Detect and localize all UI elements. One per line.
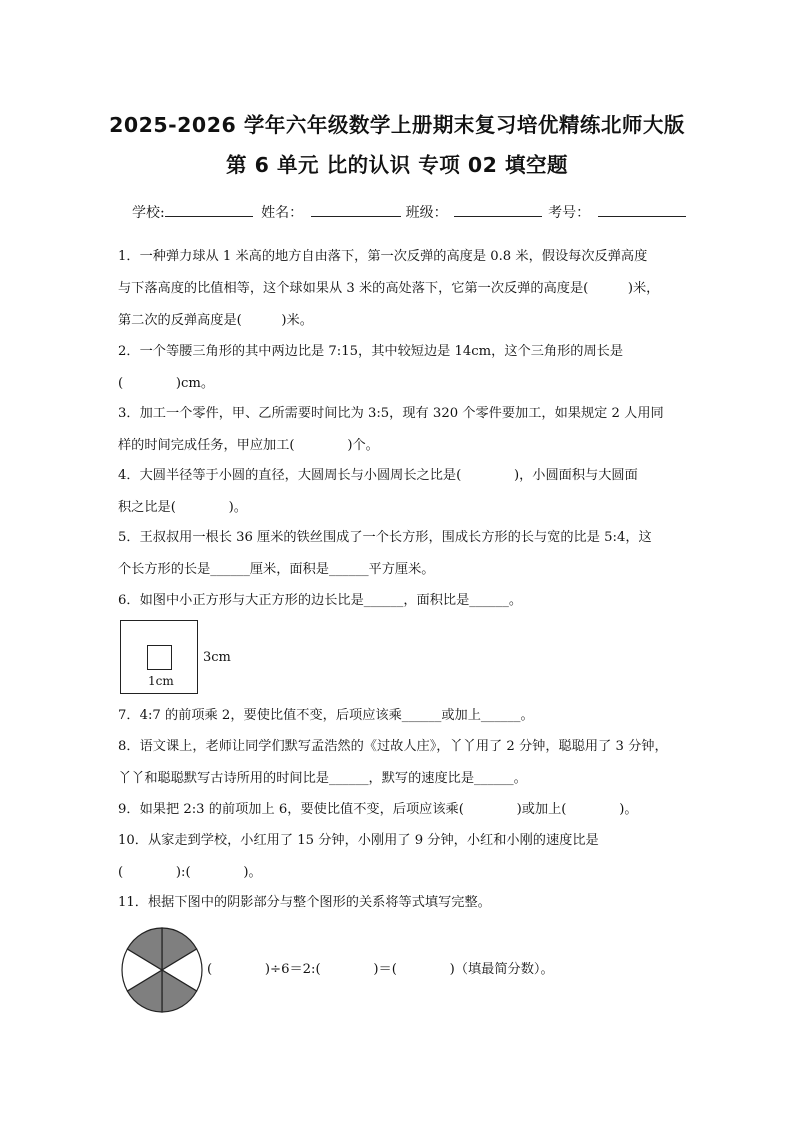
- question-7: [118, 700, 678, 732]
- question-5: [118, 522, 678, 586]
- name-label: 姓名：: [261, 205, 304, 221]
- question-8: [118, 731, 678, 795]
- question-5-line-1: 5．王叔叔用一根长 36 厘米的铁丝围成了一个长方形，围成长方形的长与宽的比是 5:4，这: [118, 530, 652, 545]
- question-4-line-2: 积之比是( )。: [118, 500, 247, 515]
- exam-no-field[interactable]: [598, 202, 686, 217]
- question-1-line-3: 第二次的反弹高度是( )米。: [118, 313, 313, 328]
- title-line-1: 2025-2026 学年六年级数学上册期末复习培优精练北师大版: [109, 113, 685, 137]
- question-4-line-1: 4．大圆半径等于小圆的直径，大圆周长与小圆周长之比是( )，小圆面积与大圆面: [118, 468, 638, 483]
- pie-slices: [122, 928, 202, 1012]
- school-label: 学校:: [132, 205, 165, 221]
- big-square-label: 3cm: [203, 650, 231, 665]
- question-7-line-1: 7．4:7 的前项乘 2，要使比值不变，后项应该乘______或加上______。: [118, 708, 534, 723]
- question-10: [118, 825, 678, 889]
- question-6: [118, 585, 678, 617]
- question-1: [118, 241, 678, 337]
- question-5-line-2: 个长方形的长是______厘米，面积是______平方厘米。: [118, 562, 435, 577]
- question-6-line-1: 6．如图中小正方形与大正方形的边长比是______，面积比是______。: [118, 593, 523, 608]
- question-11-line-1: 11．根据下图中的阴影部分与整个图形的关系将等式填写完整。: [118, 895, 491, 910]
- question-3: [118, 398, 678, 462]
- small-square-label: 1cm: [148, 674, 174, 688]
- school-field[interactable]: [165, 202, 253, 217]
- question-2-line-1: 2．一个等腰三角形的其中两边比是 7:15，其中较短边是 14cm，这个三角形的周长是: [118, 344, 624, 359]
- question-11-equation: ( )÷6＝2:( )＝( )（填最简分数）。: [207, 962, 554, 977]
- name-field[interactable]: [311, 202, 401, 217]
- title-line-2: 第 6 单元 比的认识 专项 02 填空题: [225, 153, 569, 177]
- exam-no-label: 考号：: [548, 205, 591, 221]
- question-8-line-2: 丫丫和聪聪默写古诗所用的时间比是______，默写的速度比是______。: [118, 771, 527, 786]
- question-1-line-2: 与下落高度的比值相等，这个球如果从 3 米的高处落下，它第一次反弹的高度是( )米，: [118, 281, 660, 296]
- question-11: [118, 887, 678, 919]
- question-3-line-1: 3．加工一个零件，甲、乙所需要时间比为 3:5，现有 320 个零件要加工，如果规定 2 人用同: [118, 406, 664, 421]
- question-9: [118, 794, 678, 826]
- small-square: [147, 645, 172, 670]
- student-info-fields: [132, 202, 686, 222]
- question-2: [118, 336, 678, 400]
- class-field[interactable]: [454, 202, 542, 217]
- question-1-line-1: 1．一种弹力球从 1 米高的地方自由落下，第一次反弹的高度是 0.8 米，假设每次反弹高度: [118, 249, 648, 264]
- question-10-line-1: 10．从家走到学校，小红用了 15 分钟，小刚用了 9 分钟，小红和小刚的速度比是: [118, 833, 599, 848]
- question-3-line-2: 样的时间完成任务，甲应加工( )个。: [118, 438, 379, 453]
- pie-figure: [120, 926, 204, 1014]
- class-label: 班级：: [405, 205, 448, 221]
- squares-figure: [120, 620, 198, 694]
- question-10-line-2: ( ):( )。: [118, 865, 262, 880]
- question-8-line-1: 8．语文课上，老师让同学们默写孟浩然的《过故人庄》，丫丫用了 2 分钟，聪聪用了 3 分钟，: [118, 739, 668, 754]
- question-2-line-2: ( )cm。: [118, 376, 215, 391]
- question-9-line-1: 9．如果把 2:3 的前项加上 6，要使比值不变，后项应该乘( )或加上( )。: [118, 802, 638, 817]
- question-4: [118, 460, 678, 524]
